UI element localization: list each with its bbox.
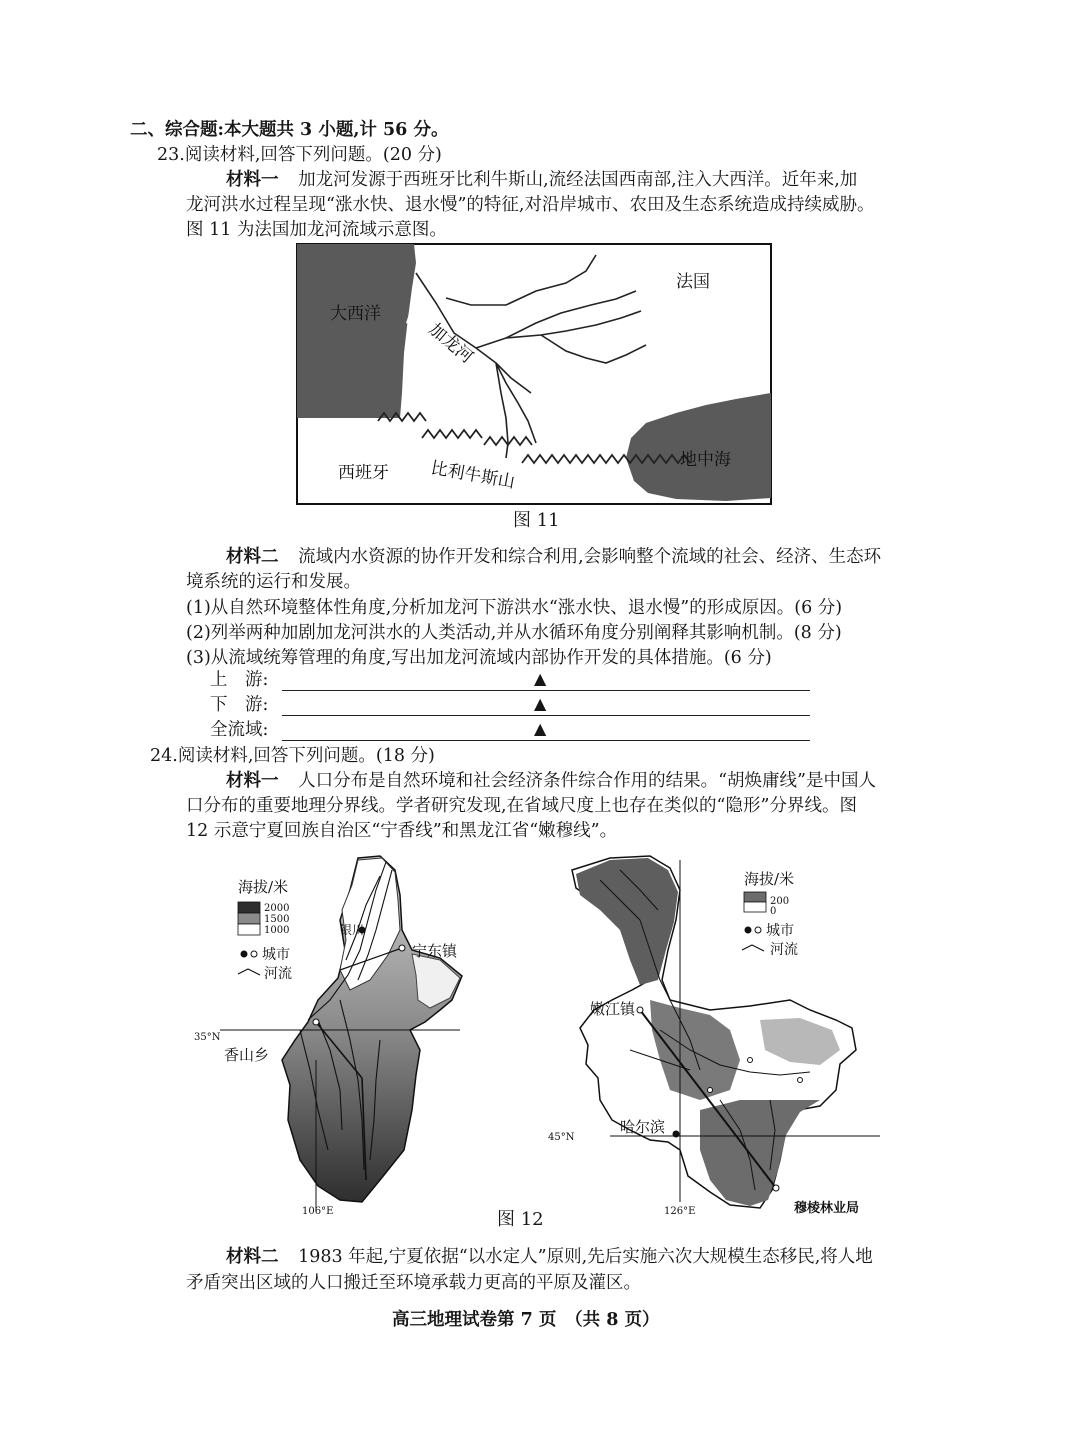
city-ningdong-icon: [399, 945, 405, 951]
answer-rule: [282, 740, 810, 741]
legend-title-elevation: 海拔/米: [238, 878, 289, 896]
legend-river-icon: [238, 969, 260, 975]
answer-line-downstream[interactable]: [210, 693, 810, 719]
legend-value: 1500: [264, 914, 290, 925]
label-harbin: 哈尔滨: [620, 1118, 666, 1136]
legend-value: 2000: [264, 903, 290, 914]
material-text: 1983 年起,宁夏依据“以水定人”原则,先后实施六次大规模生态移民,将人地: [298, 1247, 873, 1267]
q23-material1-line3: 图 11 为法国加龙河流域示意图。: [186, 220, 447, 240]
label-nenjiang: 嫩江镇: [590, 1000, 636, 1018]
legend-value: 0: [770, 906, 777, 917]
q23-sub-question-3: (3)从流域统筹管理的角度,写出加龙河流域内部协作开发的具体措施。(6 分): [186, 648, 772, 668]
material-text: 加龙河发源于西班牙比利牛斯山,流经法国西南部,注入大西洋。近年来,加: [298, 170, 858, 190]
legend-city-icon: [251, 951, 257, 957]
label-yinchuan: 银川: [340, 923, 365, 937]
answer-label: 上 游:: [210, 670, 269, 690]
answer-label: 全流域:: [210, 720, 269, 740]
legend-river-label: 河流: [264, 966, 292, 982]
q24-material1-line2: 口分布的重要地理分界线。学者研究发现,在省域尺度上也存在类似的“隐形”分界线。图: [186, 796, 857, 816]
label-atlantic: 大西洋: [330, 304, 381, 324]
q23-material2-line2: 境系统的运行和发展。: [186, 572, 361, 592]
label-pyrenees: 比利牛斯山: [429, 458, 517, 493]
label-mediterranean: 地中海: [680, 450, 731, 470]
material-label: 材料一: [226, 170, 279, 190]
q23-sub-question-1: (1)从自然环境整体性角度,分析加龙河下游洪水“涨水快、退水慢”的形成原因。(6 分): [186, 598, 843, 618]
q24-material1-line3: 12 示意宁夏回族自治区“宁香线”和黑龙江省“嫩穆线”。: [186, 821, 618, 841]
q23-material1-line2: 龙河洪水过程呈现“涨水快、退水慢”的特征,对沿岸城市、农田及生态系统造成持续威胁。: [186, 195, 875, 215]
label-lon-126e: 126°E: [664, 1206, 696, 1217]
material-label: 材料一: [226, 771, 279, 791]
city-muling-icon: [773, 1185, 779, 1191]
city-nenjiang-icon: [637, 1007, 643, 1013]
legend-city-label: 城市: [766, 923, 794, 939]
q23-heading: 23.阅读材料,回答下列问题。(20 分): [157, 145, 442, 165]
label-ningdong: 宁东镇: [412, 942, 458, 960]
legend-city-icon: [241, 951, 248, 958]
label-xiangshan: 香山乡: [224, 1046, 270, 1064]
legend-city-icon: [755, 927, 761, 933]
legend-title-elevation: 海拔/米: [744, 870, 795, 888]
label-garonne-river: 加龙河: [424, 319, 477, 368]
legend-river-icon: [742, 945, 764, 951]
answer-line-whole-basin[interactable]: [210, 718, 810, 744]
city-harbin-icon: [673, 1131, 680, 1138]
answer-marker-icon: ▲: [534, 669, 547, 688]
figure-12-heilongjiang-map: [540, 850, 890, 1220]
label-lat-35n: 35°N: [194, 1032, 221, 1043]
q23-sub-question-2: (2)列举两种加剧加龙河洪水的人类活动,并从水循环角度分别阐释其影响机制。(8 分): [186, 623, 842, 643]
figure-12-ningxia-map: [190, 850, 490, 1220]
material-text: 人口分布是自然环境和社会经济条件综合作用的结果。“胡焕庸线”是中国人: [298, 771, 876, 791]
legend-value: 200: [770, 896, 790, 907]
label-muling: 穆棱林业局: [794, 1201, 860, 1216]
page-footer: 高三地理试卷第 7 页 （共 8 页）: [392, 1310, 660, 1330]
label-lon-106e: 106°E: [302, 1206, 334, 1217]
answer-line-upstream[interactable]: [210, 668, 810, 694]
legend-value: 1000: [264, 925, 290, 936]
label-lat-45n: 45°N: [548, 1132, 575, 1143]
q23-material1-line1: [226, 168, 857, 192]
material-label: 材料二: [226, 1247, 279, 1267]
figure-12-caption: 图 12: [497, 1209, 544, 1230]
city-xiangshan-icon: [313, 1019, 319, 1025]
legend-river-label: 河流: [770, 942, 798, 958]
label-spain: 西班牙: [338, 463, 389, 483]
answer-label: 下 游:: [210, 695, 269, 715]
material-label: 材料二: [226, 547, 279, 567]
legend-city-label: 城市: [262, 947, 290, 963]
q24-heading: 24.阅读材料,回答下列问题。(18 分): [150, 746, 435, 766]
answer-marker-icon: ▲: [534, 719, 547, 738]
atlantic-ocean-area: [297, 244, 416, 418]
material-text: 流域内水资源的协作开发和综合利用,会影响整个流域的社会、经济、生态环: [298, 547, 882, 567]
q24-material1-line1: [226, 769, 876, 793]
label-france: 法国: [676, 272, 710, 292]
answer-rule: [282, 715, 810, 716]
answer-marker-icon: ▲: [534, 694, 547, 713]
answer-rule: [282, 690, 810, 691]
legend-city-icon: [745, 927, 752, 934]
figure-11-caption: 图 11: [513, 510, 560, 531]
figure-11-map: [296, 243, 772, 505]
q24-material2-line1: [226, 1245, 873, 1269]
q23-material2-line1: [226, 545, 881, 569]
q24-material2-line2: 矛盾突出区域的人口搬迁至环境承载力更高的平原及灌区。: [186, 1273, 641, 1293]
section-title: 二、综合题:本大题共 3 小题,计 56 分。: [130, 120, 449, 140]
